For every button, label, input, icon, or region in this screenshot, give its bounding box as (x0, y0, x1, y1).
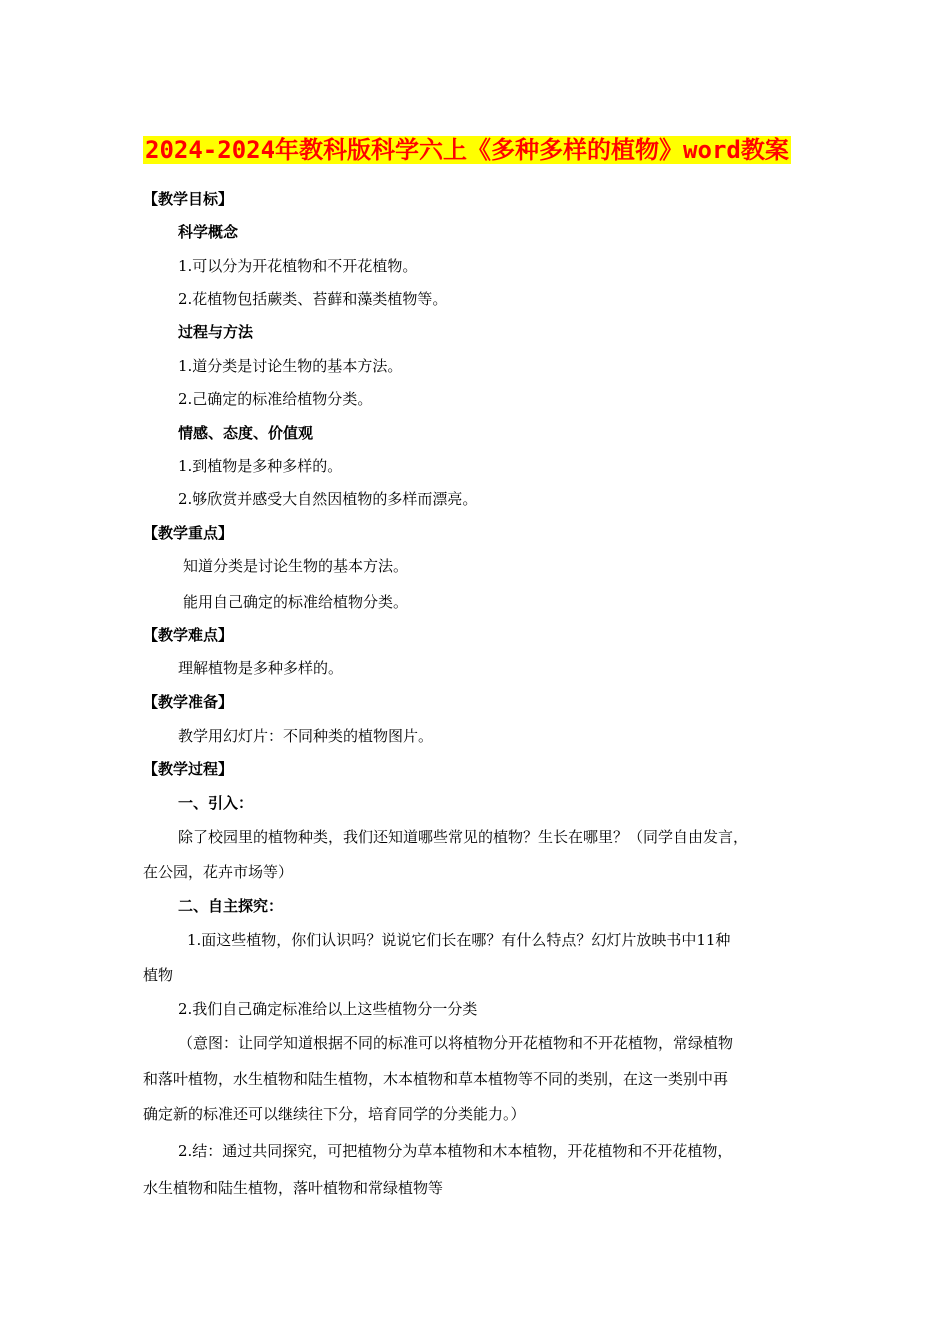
concept-item-1: 1.可以分为开花植物和不开花植物。 (178, 257, 418, 275)
step-1-paragraph-line-1: 除了校园里的植物种类，我们还知道哪些常见的植物？生长在哪里？（同学自由发言， (178, 828, 749, 846)
focus-item-1: 知道分类是讨论生物的基本方法。 (183, 557, 409, 575)
process-item-2: 2.己确定的标准给植物分类。 (178, 390, 373, 408)
heading-teaching-process: 【教学过程】 (143, 760, 234, 778)
document-title: 2024-2024年教科版科学六上《多种多样的植物》word教案 (145, 136, 789, 164)
heading-teaching-preparation: 【教学准备】 (143, 693, 234, 711)
step-2-note-line-1: （意图：让同学知道根据不同的标准可以将植物分开花植物和不开花植物，常绿植物 (178, 1034, 734, 1052)
subheading-science-concept: 科学概念 (178, 223, 239, 241)
heading-teaching-difficulty: 【教学难点】 (143, 626, 234, 644)
heading-teaching-goals: 【教学目标】 (143, 190, 234, 208)
heading-teaching-focus: 【教学重点】 (143, 524, 234, 542)
step-2-summary-line-1: 2.结：通过共同探究，可把植物分为草本植物和木本植物，开花植物和不开花植物， (178, 1142, 733, 1160)
step-2-note-line-2: 和落叶植物，水生植物和陆生植物，木本植物和草本植物等不同的类别，在这一类别中再 (143, 1070, 729, 1088)
step-1-title: 一、引入： (178, 794, 254, 812)
emotion-item-2: 2.够欣赏并感受大自然因植物的多样而漂亮。 (178, 490, 478, 508)
process-item-1: 1.道分类是讨论生物的基本方法。 (178, 357, 403, 375)
subheading-emotion-attitude: 情感、态度、价值观 (178, 424, 314, 442)
concept-item-2: 2.花植物包括蕨类、苔藓和藻类植物等。 (178, 290, 448, 308)
step-2-item-2: 2.我们自己确定标准给以上这些植物分一分类 (178, 1000, 478, 1018)
step-2-item-1-line-2: 植物 (143, 966, 174, 984)
subheading-process-method: 过程与方法 (178, 323, 254, 341)
step-2-item-1-line-1: 1.面这些植物，你们认识吗？说说它们长在哪？有什么特点？幻灯片放映书中11种 (187, 931, 731, 949)
focus-item-2: 能用自己确定的标准给植物分类。 (183, 593, 409, 611)
difficulty-item-1: 理解植物是多种多样的。 (178, 659, 344, 677)
step-2-summary-line-2: 水生植物和陆生植物，落叶植物和常绿植物等 (143, 1179, 444, 1197)
step-2-title: 二、自主探究： (178, 897, 284, 915)
emotion-item-1: 1.到植物是多种多样的。 (178, 457, 343, 475)
preparation-item-1: 教学用幻灯片：不同种类的植物图片。 (178, 727, 434, 745)
step-2-note-line-3: 确定新的标准还可以继续往下分，培育同学的分类能力。） (143, 1105, 526, 1123)
step-1-paragraph-line-2: 在公园，花卉市场等） (143, 863, 294, 881)
